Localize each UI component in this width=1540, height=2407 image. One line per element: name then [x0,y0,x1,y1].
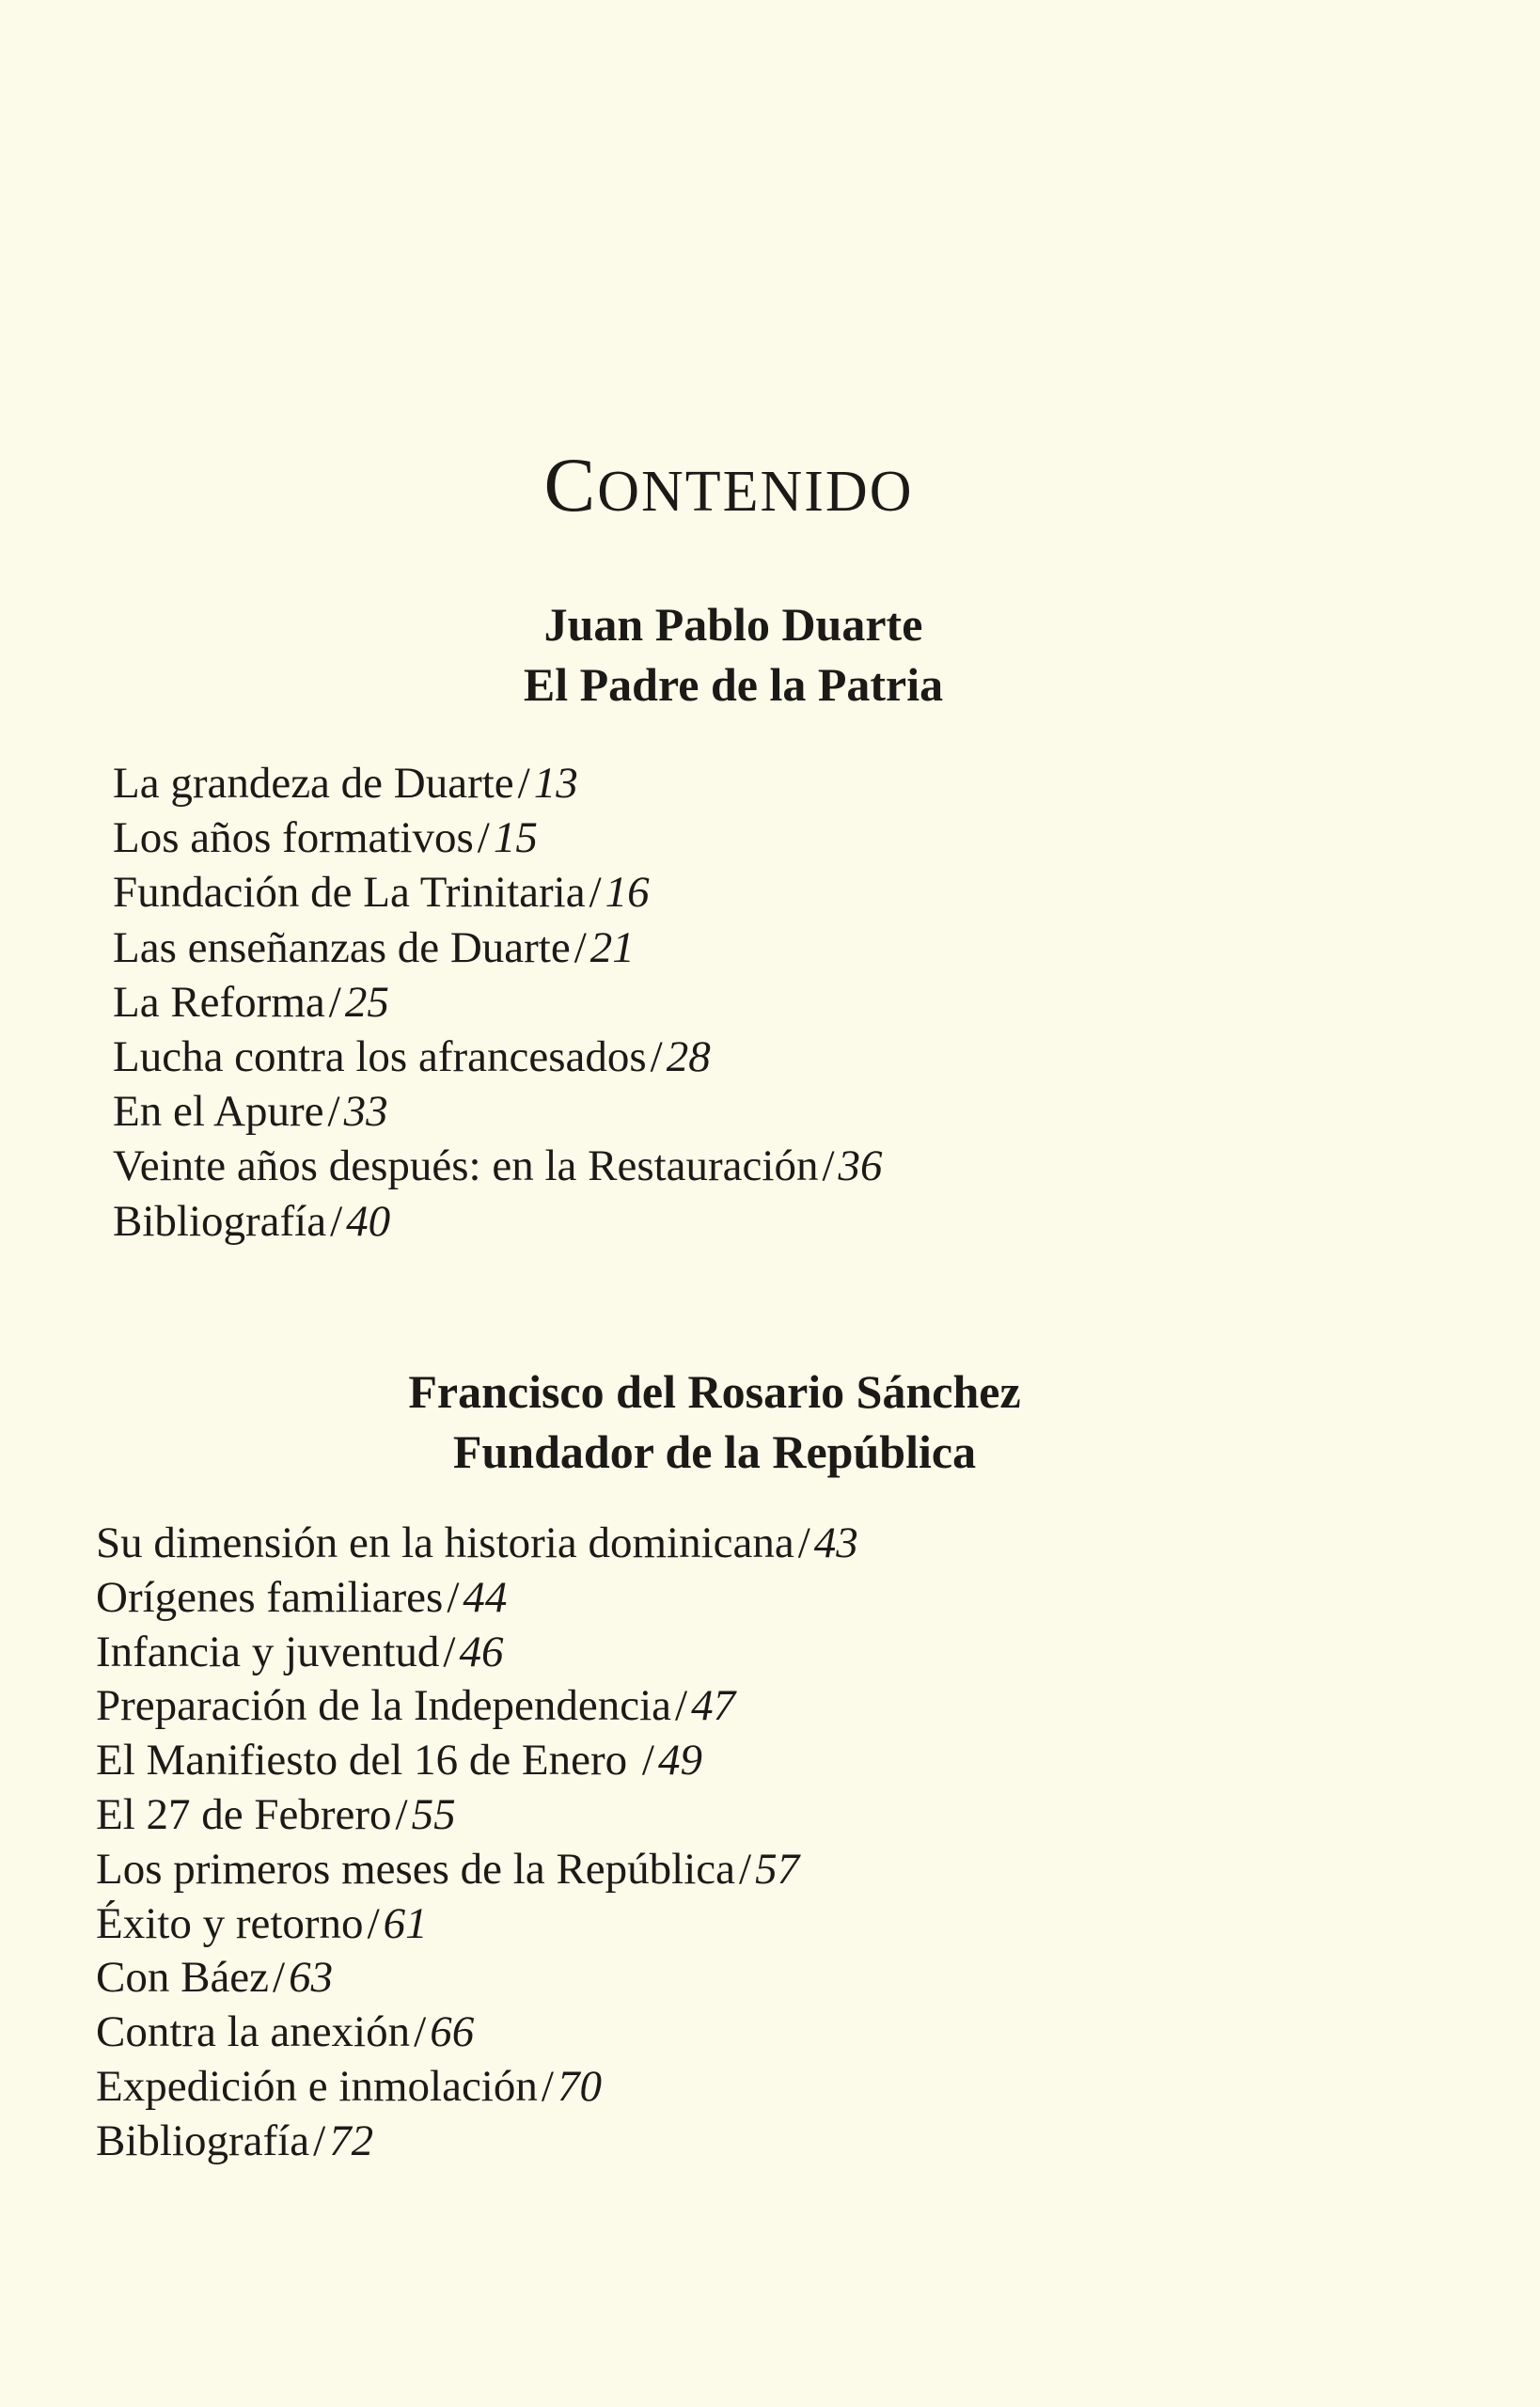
page-title [0,442,1457,528]
toc-entry[interactable] [113,1030,883,1084]
toc-separator: / [797,1518,810,1567]
toc-list-sanchez [96,1516,858,2168]
toc-entry-page: 57 [755,1844,800,1894]
toc-list-duarte [113,756,883,1249]
toc-entry-page: 61 [383,1898,428,1948]
toc-entry-page: 46 [459,1627,504,1676]
toc-separator: / [327,1087,340,1137]
toc-entry[interactable] [113,1194,883,1249]
section-heading-name: Juan Pablo Duarte [543,598,923,651]
toc-separator: / [447,1572,460,1622]
toc-entry[interactable] [96,1842,858,1896]
toc-entry[interactable] [113,920,883,975]
toc-entry-title: Bibliografía [113,1196,327,1246]
toc-separator: / [330,1196,343,1246]
toc-entry-page: 47 [691,1681,736,1731]
toc-entry-page: 16 [605,868,650,918]
toc-separator: / [650,1031,663,1081]
toc-separator: / [367,1898,380,1948]
toc-entry[interactable] [113,865,883,920]
toc-entry-page: 70 [557,2061,602,2111]
toc-separator: / [541,2061,554,2111]
toc-entry-title: Orígenes familiares [96,1572,444,1622]
toc-separator: / [739,1844,752,1894]
toc-entry-page: 63 [289,1953,334,2003]
toc-entry[interactable] [113,975,883,1030]
toc-separator: / [443,1627,456,1676]
toc-entry-page: 43 [813,1518,858,1567]
toc-separator: / [328,977,341,1027]
toc-entry[interactable] [96,1733,858,1787]
toc-entry[interactable] [96,1516,858,1570]
toc-separator: / [477,813,490,863]
toc-entry-title: Éxito y retorno [96,1898,364,1948]
toc-entry-page: 13 [533,759,578,808]
toc-entry-page: 66 [430,2007,475,2057]
toc-entry[interactable] [96,1787,858,1842]
toc-entry[interactable] [96,1896,858,1951]
toc-separator: / [589,868,602,918]
toc-separator: / [414,2007,427,2057]
toc-entry-title: La grandeza de Duarte [113,759,514,808]
toc-entry-title: Expedición e inmolación [96,2061,538,2111]
toc-entry-page: 44 [463,1572,508,1622]
toc-entry[interactable] [96,1625,858,1679]
toc-entry[interactable] [96,1678,858,1733]
toc-entry-title: Con Báez [96,1953,270,2003]
toc-separator: / [395,1789,408,1839]
toc-entry-page: 40 [346,1196,391,1246]
toc-separator: / [574,922,587,972]
toc-entry[interactable] [113,756,883,810]
toc-entry-page: 15 [493,813,538,863]
toc-entry-title: Las enseñanzas de Duarte [113,922,571,972]
toc-separator: / [675,1681,688,1731]
section-heading-subtitle: Fundador de la República [452,1425,977,1478]
toc-separator: / [641,1736,654,1786]
toc-entry-title: Fundación de La Trinitaria [113,868,586,918]
toc-separator: / [822,1141,835,1191]
toc-entry-title: Veinte años después: en la Restauración [113,1141,819,1191]
toc-entry[interactable] [96,1950,858,2005]
page-title-rest: ONTENIDO [597,460,914,525]
toc-entry-page: 72 [329,2116,374,2165]
toc-entry-title: El Manifiesto del 16 de Enero [96,1736,638,1786]
toc-entry-title: Infancia y juventud [96,1627,440,1676]
toc-entry-page: 28 [666,1031,711,1081]
toc-entry[interactable] [113,810,883,865]
toc-entry-title: Contra la anexión [96,2007,411,2057]
toc-entry[interactable] [96,2005,858,2059]
toc-entry-title: En el Apure [113,1087,324,1137]
toc-entry-title: La Reforma [113,977,325,1027]
toc-entry[interactable] [96,2059,858,2114]
section-heading-sanchez [357,1361,1072,1482]
toc-entry[interactable] [96,1570,858,1625]
toc-entry[interactable] [113,1139,883,1193]
toc-entry[interactable] [113,1084,883,1139]
toc-entry-title: Bibliografía [96,2116,310,2165]
toc-entry[interactable] [96,2114,858,2168]
section-heading-name: Francisco del Rosario Sánchez [408,1365,1021,1418]
toc-entry-title: Su dimensión en la historia dominicana [96,1518,794,1567]
toc-entry-title: El 27 de Febrero [96,1789,392,1839]
toc-entry-page: 49 [657,1736,702,1786]
page-title-initial: C [543,442,598,528]
toc-entry-page: 55 [411,1789,456,1839]
toc-entry-page: 25 [344,977,389,1027]
toc-entry-title: Lucha contra los afrancesados [113,1031,647,1081]
toc-entry-title: Preparación de la Independencia [96,1681,671,1731]
toc-separator: / [273,1953,286,2003]
toc-separator: / [517,759,530,808]
toc-entry-page: 21 [589,922,635,972]
toc-separator: / [313,2116,326,2165]
toc-entry-page: 36 [838,1141,883,1191]
toc-entry-title: Los años formativos [113,813,474,863]
toc-entry-page: 33 [343,1087,388,1137]
section-heading-duarte [451,594,1015,715]
section-heading-subtitle: El Padre de la Patria [523,658,944,711]
toc-entry-title: Los primeros meses de la República [96,1844,736,1894]
